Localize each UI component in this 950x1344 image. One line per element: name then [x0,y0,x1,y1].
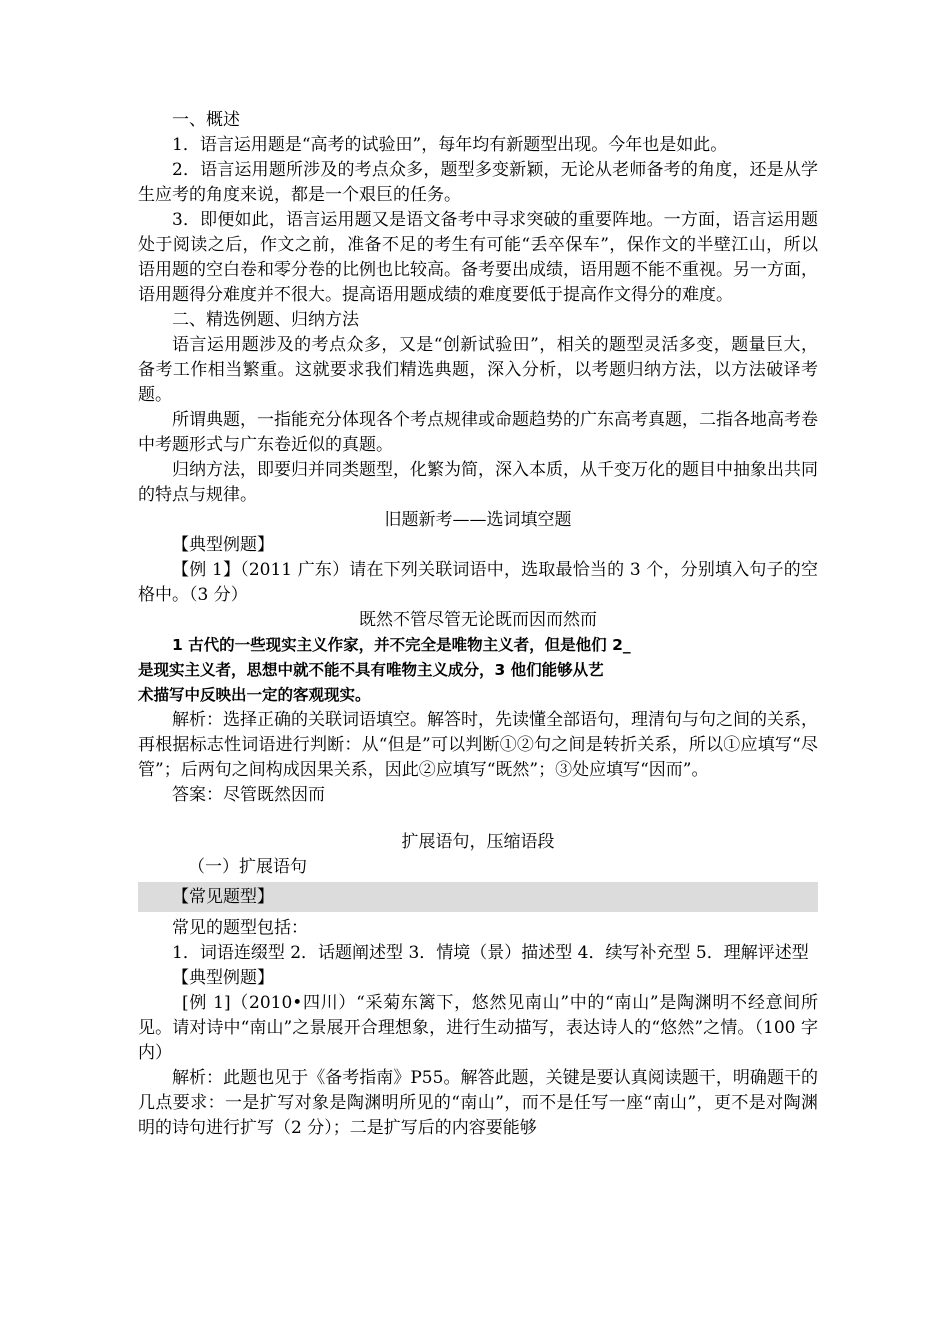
paragraph-3: 3．即便如此，语言运用题又是语文备考中寻求突破的重要阵地。一方面，语言运用题处于阅读之后，作文之前，准备不足的考生有可能“丢卒保车”，保作文的半壁江山，所以语用题的空白卷和零分卷的比例也比较高。备考要出成绩，语用题不能不重视。另一方面，语用题得分难度并不很大。提高语用题成绩的难度要低于提高作文得分的难度。 [138,210,818,305]
paragraph-1: 1．语言运用题是“高考的试验田”，每年均有新题型出现。今年也是如此。 [172,135,728,155]
answer-1: 答案：尽管既然因而 [172,785,325,805]
typical-example-label-2: 【典型例题】 [172,968,274,988]
example-1-question: 【例 1】（2011 广东）请在下列关联词语中，选取最恰当的 3 个，分别填入句子的空格中。（3 分） [138,560,818,605]
example-2-question: [例 1]（2010•四川）“采菊东篱下，悠然见南山”中的“南山”是陶渊明不经意间所见。请对诗中“南山”之景展开合理想象，进行生动描写，表达诗人的“悠然”之情。（100 字内） [138,993,818,1063]
paragraph-2: 2．语言运用题所涉及的考点众多，题型多变新颖，无论从老师备考的角度，还是从学生应考的角度来说，都是一个艰巨的任务。 [138,160,818,205]
common-types-intro: 常见的题型包括： [172,918,308,938]
word-list: 既然不管尽管无论既而因而然而 [359,610,597,630]
bold-sentence-line-3: 术描写中反映出一定的客观现实。 [138,686,371,704]
paragraph-5: 所谓典题，一指能充分体现各个考点规律或命题趋势的广东高考真题，二指各地高考卷中考题形式与广东卷近似的真题。 [138,410,818,455]
common-types-banner: 【常见题型】 [138,882,818,912]
analysis-2: 解析：此题也见于《备考指南》P55。解答此题，关键是要认真阅读题干，明确题干的几点要求：一是扩写对象是陶渊明所见的“南山”，而不是任写一座“南山”，更不是对陶渊明的诗句进行扩写（2 分）；二是扩写后的内容要能够 [138,1068,818,1138]
types-list: 1．词语连缀型 2．话题阐述型 3．情境（景）描述型 4．续写补充型 5．理解评述型 [172,943,809,963]
paragraph-4: 语言运用题涉及的考点众多，又是“创新试验田”，相关的题型灵活多变，题量巨大，备考工作相当繁重。这就要求我们精选典题，深入分析，以考题归纳方法，以方法破译考题。 [138,335,818,405]
spacer [138,808,818,830]
bold-sentence-line-1: 1 古代的一些现实主义作家，并不完全是唯物主义者，但是他们 2_ [172,636,631,654]
section-title-expand-compress: 扩展语句，压缩语段 [401,832,555,852]
paragraph-6: 归纳方法，即要归并同类题型，化繁为简，深入本质，从千变万化的题目中抽象出共同的特点与规律。 [138,460,818,505]
heading-overview: 一、概述 [172,110,240,130]
analysis-1: 解析：选择正确的关联词语填空。解答时，先读懂全部语句，理清句与句之间的关系，再根据标志性词语进行判断：从“但是”可以判断①②句之间是转折关系，所以①应填写“尽管”；后两句之间构成因果关系，因此②应填写“既然”；③处应填写“因而”。 [138,710,818,780]
document-body [138,108,818,1141]
typical-example-label-1: 【典型例题】 [172,535,274,555]
bold-sentence-line-2: 是现实主义者，思想中就不能不具有唯物主义成分，3 他们能够从艺 [138,661,604,679]
subsection-expand-sentences: （一）扩展语句 [188,857,307,877]
heading-selected-examples: 二、精选例题、归纳方法 [172,310,359,330]
section-title-word-fill: 旧题新考——选词填空题 [384,510,572,530]
